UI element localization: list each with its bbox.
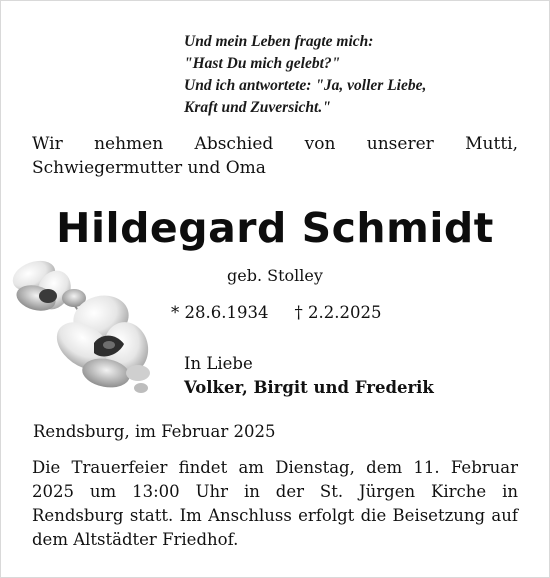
- poem-line: "Hast Du mich gelebt?": [184, 55, 341, 72]
- mourners-label: In Liebe: [184, 354, 253, 373]
- maiden-name: geb. Stolley: [227, 266, 323, 285]
- birth-date: * 28.6.1934: [171, 303, 269, 322]
- poem-line: Und mein Leben fragte mich:: [184, 33, 374, 50]
- place-date: Rendsburg, im Februar 2025: [33, 422, 276, 441]
- death-date: † 2.2.2025: [294, 303, 382, 322]
- poem-line: Kraft und Zuversicht.": [184, 99, 331, 116]
- intro-text: Wir nehmen Abschied von unserer Mutti, Schwiegermutter und Oma: [32, 134, 518, 178]
- poem-quote: [184, 31, 504, 119]
- orchid-icon: [6, 248, 156, 398]
- life-dates: [171, 303, 381, 322]
- poem-line: Und ich antwortete: "Ja, voller Liebe,: [184, 77, 427, 94]
- funeral-service-text: Die Trauerfeier findet am Dienstag, dem 11. Februar 2025 um 13:00 Uhr in der St. Jürgen Kirche in Rendsburg statt. Im Anschluss erfolgt die Beisetzung auf dem Altstädter Friedhof.: [32, 458, 518, 549]
- mourners: [184, 352, 434, 400]
- deceased-name: Hildegard Schmidt: [56, 204, 494, 252]
- mourners-names: Volker, Birgit und Frederik: [184, 378, 434, 397]
